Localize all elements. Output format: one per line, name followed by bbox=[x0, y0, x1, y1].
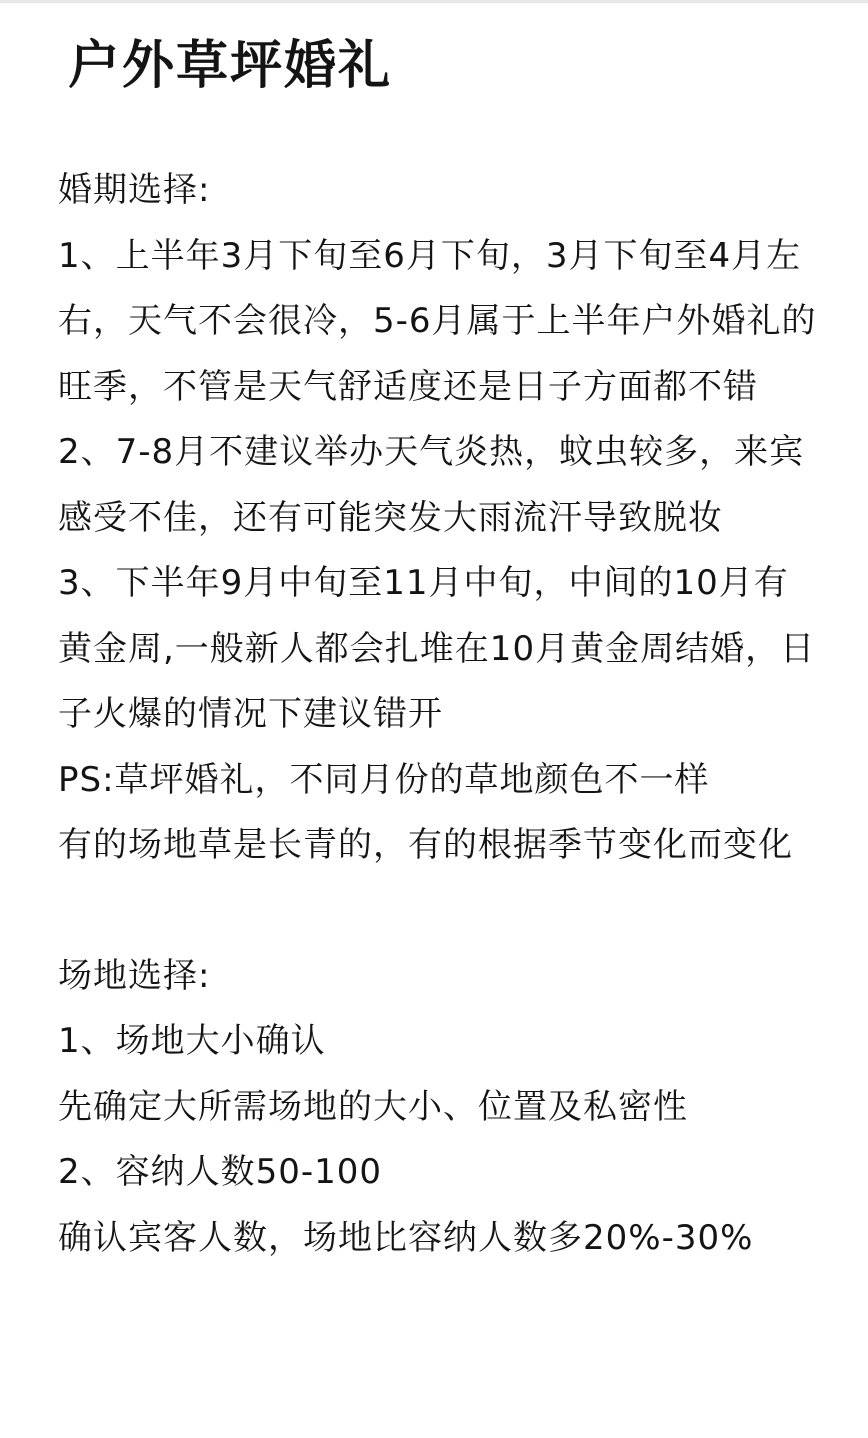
paragraph: 确认宾客人数，场地比容纳人数多20%-30% bbox=[58, 1217, 754, 1258]
section-heading: 场地选择: bbox=[58, 955, 211, 996]
paragraph: 1、上半年3月下旬至6月下旬，3月下旬至4月左右，天气不会很冷，5-6月属于上半年户外婚礼的旺季，不管是天气舒适度还是日子方面都不错 bbox=[58, 235, 817, 407]
paragraph: 有的场地草是长青的，有的根据季节变化而变化 bbox=[58, 825, 793, 865]
note-content bbox=[58, 24, 818, 1271]
paragraph: PS:草坪婚礼，不同月份的草地颜色不一样 bbox=[58, 759, 710, 800]
paragraph: 3、下半年9月中旬至11月中旬，中间的10月有黄金周,一般新人都会扎堆在10月黄金周结婚，日子火爆的情况下建议错开 bbox=[58, 563, 816, 734]
section-heading: 婚期选择: bbox=[58, 170, 211, 210]
paragraph: 1、场地大小确认 bbox=[58, 1021, 326, 1061]
paragraph: 2、容纳人数50-100 bbox=[58, 1152, 383, 1192]
section-wedding-date bbox=[58, 158, 818, 879]
top-divider bbox=[0, 0, 868, 3]
blank-line bbox=[58, 879, 818, 944]
paragraph: 2、7-8月不建议举办天气炎热，蚊虫较多，来宾感受不佳，还有可能突发大雨流汗导致脱妆 bbox=[58, 432, 805, 538]
section-venue bbox=[58, 944, 818, 1272]
page-title: 户外草坪婚礼 bbox=[68, 36, 393, 96]
paragraph: 先确定大所需场地的大小、位置及私密性 bbox=[58, 1086, 688, 1127]
